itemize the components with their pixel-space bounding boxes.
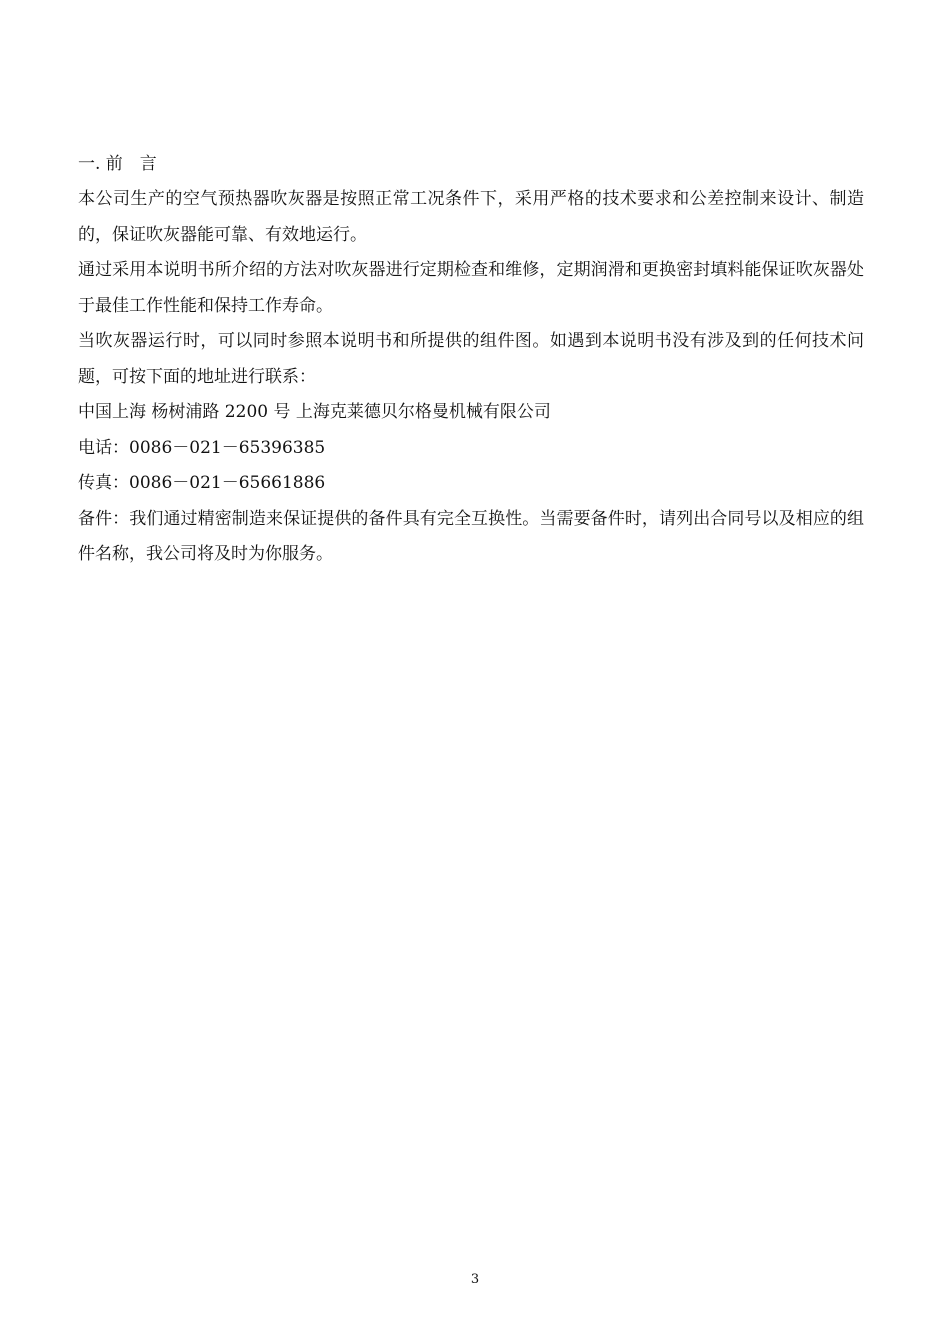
spare-parts-paragraph: 备件：我们通过精密制造来保证提供的备件具有完全互换性。当需要备件时，请列出合同号以及相应的组件名称，我公司将及时为你服务。	[78, 508, 864, 564]
intro-paragraph: 本公司生产的空气预热器吹灰器是按照正常工况条件下，采用严格的技术要求和公差控制来设计、制造的，保证吹灰器能可靠、有效地运行。	[78, 189, 864, 245]
contact-paragraph: 当吹灰器运行时，可以同时参照本说明书和所提供的组件图。如遇到本说明书没有涉及到的任何技术问题，可按下面的地址进行联系：	[78, 331, 864, 387]
maintenance-paragraph: 通过采用本说明书所介绍的方法对吹灰器进行定期检查和维修，定期润滑和更换密封填料能保证吹灰器处于最佳工作性能和保持工作寿命。	[78, 260, 864, 316]
section-heading: 一. 前 言	[78, 154, 157, 174]
page-number: 3	[470, 1272, 480, 1287]
document-body	[78, 150, 864, 573]
fax-number: 传真：0086－021－65661886	[78, 473, 326, 493]
company-address: 中国上海 杨树浦路 2200 号 上海克莱德贝尔格曼机械有限公司	[78, 402, 551, 422]
phone-number: 电话：0086－021－65396385	[78, 437, 326, 458]
